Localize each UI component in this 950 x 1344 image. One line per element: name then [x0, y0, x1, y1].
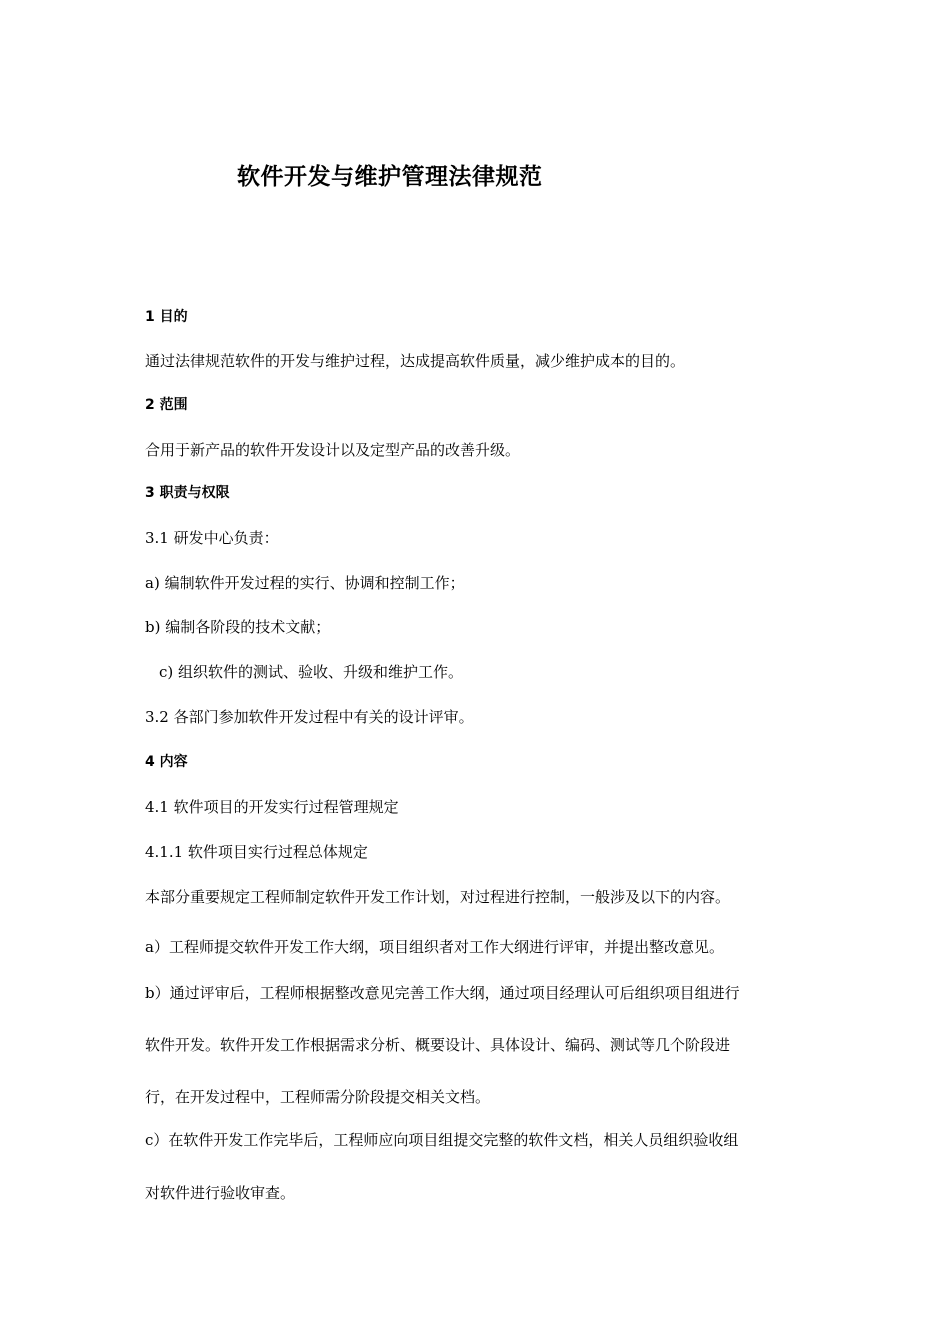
content-item-b-line-3: 行，在开发过程中，工程师需分阶段提交相关文档。 — [145, 1088, 491, 1106]
content-item-c-line-1: c）在软件开发工作完毕后，工程师应向项目组提交完整的软件文档，相关人员组织验收组 — [145, 1131, 739, 1149]
paragraph-overview: 本部分重要规定工程师制定软件开发工作计划，对过程进行控制，一般涉及以下的内容。 — [145, 888, 731, 906]
section-heading-purpose: 1 目的 — [145, 309, 188, 325]
section-heading-content: 4 内容 — [145, 754, 188, 770]
content-item-a: a）工程师提交软件开发工作大纲，项目组织者对工作大纲进行评审，并提出整改意见。 — [145, 938, 724, 956]
list-item-a: a) 编制软件开发过程的实行、协调和控制工作； — [145, 574, 465, 592]
subsection-3-1: 3.1 研发中心负责： — [145, 529, 279, 547]
list-item-b: b) 编制各阶段的技术文献； — [145, 618, 331, 636]
subsection-3-2: 3.2 各部门参加软件开发过程中有关的设计评审。 — [145, 708, 474, 726]
subsection-4-1: 4.1 软件项目的开发实行过程管理规定 — [145, 798, 399, 816]
content-item-b-line-2: 软件开发。软件开发工作根据需求分析、概要设计、具体设计、编码、测试等几个阶段进 — [145, 1036, 731, 1054]
content-item-c-line-2: 对软件进行验收审查。 — [145, 1184, 296, 1202]
section-heading-scope: 2 范围 — [145, 397, 188, 413]
paragraph-purpose: 通过法律规范软件的开发与维护过程，达成提高软件质量，减少维护成本的目的。 — [145, 352, 686, 370]
subsection-4-1-1: 4.1.1 软件项目实行过程总体规定 — [145, 843, 368, 861]
list-item-c: c) 组织软件的测试、验收、升级和维护工作。 — [159, 663, 464, 681]
section-heading-responsibility: 3 职责与权限 — [145, 485, 230, 501]
paragraph-scope: 合用于新产品的软件开发设计以及定型产品的改善升级。 — [145, 441, 521, 459]
document-title: 软件开发与维护管理法律规范 — [237, 164, 543, 190]
content-item-b-line-1: b）通过评审后，工程师根据整改意见完善工作大纲，通过项目经理认可后组织项目组进行 — [145, 984, 740, 1002]
